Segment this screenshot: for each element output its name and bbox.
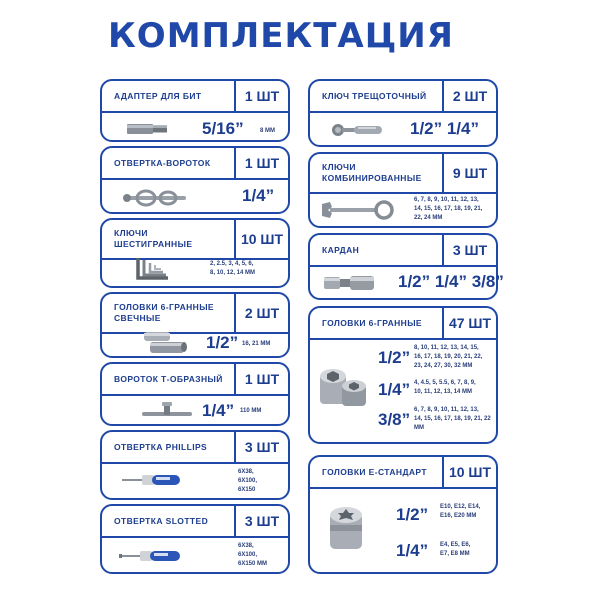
card-e-sockets — [308, 455, 498, 574]
size-label: 1/4” — [378, 380, 411, 399]
size-note: 2, 2.5, 3, 4, 5, 6, 8, 10, 12, 14 ММ — [210, 261, 256, 276]
card-title: КЛЮЧ ТРЕЩОТОЧНЫЙ — [322, 90, 427, 101]
card-title: ОТВЕРТКА-ВОРОТОК — [114, 157, 211, 168]
card-ratchet — [308, 79, 498, 147]
phillips-screwdriver-icon — [120, 472, 182, 488]
card-title: КЛЮЧИ КОМБИНИРОВАННЫЕ — [322, 162, 422, 183]
size-note: 6, 7, 8, 9, 10, 11, 12, 13, 14, 15, 16, 17, 18, 19, 21, 22, 24 ММ — [414, 197, 483, 221]
size-note: 6, 7, 8, 9, 10, 11, 12, 13, 14, 15, 16, 17, 18, 19, 21, 22 ММ — [414, 407, 491, 431]
bit-adapter-icon — [126, 121, 170, 137]
card-phillips — [100, 430, 290, 500]
card-t-handle — [100, 362, 290, 426]
card-quantity: 10 ШТ — [448, 464, 492, 480]
card-quantity: 2 ШТ — [244, 305, 280, 321]
card-combo-wrenches — [308, 152, 498, 228]
size-note: 8 ММ — [260, 128, 275, 134]
card-quantity: 1 ШТ — [244, 88, 280, 104]
card-title: КАРДАН — [322, 244, 360, 255]
torx-socket-icon — [326, 505, 366, 553]
universal-joint-icon — [322, 273, 378, 293]
hex-socket-icon — [316, 366, 372, 410]
card-title: ВОРОТОК Т-ОБРАЗНЫЙ — [114, 373, 223, 384]
size-note: 6X38, 6X100, 6X150 ММ — [238, 543, 268, 567]
card-title: АДАПТЕР ДЛЯ БИТ — [114, 90, 202, 101]
card-quantity: 1 ШТ — [244, 371, 280, 387]
size-label: 1/2” 1/4” 3/8” — [398, 272, 504, 291]
page-title: КОМПЛЕКТАЦИЯ — [108, 16, 454, 56]
size-note: 6X38, 6X100, 6X150 — [238, 469, 258, 493]
card-bit-adapter — [100, 79, 290, 142]
card-quantity: 9 ШТ — [452, 165, 488, 181]
card-slotted — [100, 504, 290, 574]
size-note: E4, E5, E6, E7, E8 ММ — [440, 542, 471, 557]
size-note: 16, 21 ММ — [242, 341, 271, 347]
card-quantity: 10 ШТ — [240, 231, 284, 247]
size-note: 110 ММ — [240, 408, 262, 414]
card-quantity: 3 ШТ — [244, 439, 280, 455]
size-label: 1/4” — [242, 186, 275, 205]
card-quantity: 2 ШТ — [452, 88, 488, 104]
hex-keys-icon — [132, 254, 172, 282]
size-note: 8, 10, 11, 12, 13, 14, 15, 16, 17, 18, 19, 20, 21, 22, 23, 24, 27, 30, 32 ММ — [414, 345, 483, 369]
size-label: 5/16” — [202, 119, 244, 138]
card-quantity: 3 ШТ — [244, 513, 280, 529]
size-label: 1/2” — [396, 505, 429, 524]
card-title: ГОЛОВКИ Е-СТАНДАРТ — [322, 466, 427, 477]
card-title: ОТВЕРТКА SLOTTED — [114, 515, 209, 526]
card-quantity: 3 ШТ — [452, 242, 488, 258]
card-title: ОТВЕРТКА PHILLIPS — [114, 441, 208, 452]
size-label: 1/2” — [206, 333, 239, 352]
size-label: 1/2” — [378, 348, 411, 367]
slotted-screwdriver-icon — [118, 548, 182, 564]
spark-socket-icon — [142, 329, 192, 355]
card-screwdriver-handle — [100, 146, 290, 214]
card-spark-sockets — [100, 292, 290, 358]
size-label: 1/4” — [202, 401, 235, 420]
size-note: 4, 4.5, 5, 5.5, 6, 7, 8, 9, 10, 11, 12, 13, 14 ММ — [414, 380, 476, 395]
card-cardan — [308, 233, 504, 300]
screwdriver-handle-icon — [122, 187, 192, 209]
card-title: ГОЛОВКИ 6-ГРАННЫЕ СВЕЧНЫЕ — [114, 302, 214, 323]
card-hex-sockets — [308, 306, 498, 444]
combination-wrench-icon — [318, 198, 396, 222]
size-note: E10, E12, E14, E16, E20 ММ — [440, 504, 481, 519]
card-quantity: 1 ШТ — [244, 155, 280, 171]
size-label: 3/8” — [378, 410, 411, 429]
size-label: 1/4” — [396, 541, 429, 560]
ratchet-icon — [330, 121, 386, 139]
size-label: 1/2” 1/4” — [410, 119, 479, 138]
card-title: КЛЮЧИ ШЕСТИГРАННЫЕ — [114, 228, 193, 249]
card-quantity: 47 ШТ — [448, 315, 492, 331]
t-handle-icon — [140, 400, 194, 422]
card-title: ГОЛОВКИ 6-ГРАННЫЕ — [322, 317, 422, 328]
card-hex-keys — [100, 218, 290, 288]
